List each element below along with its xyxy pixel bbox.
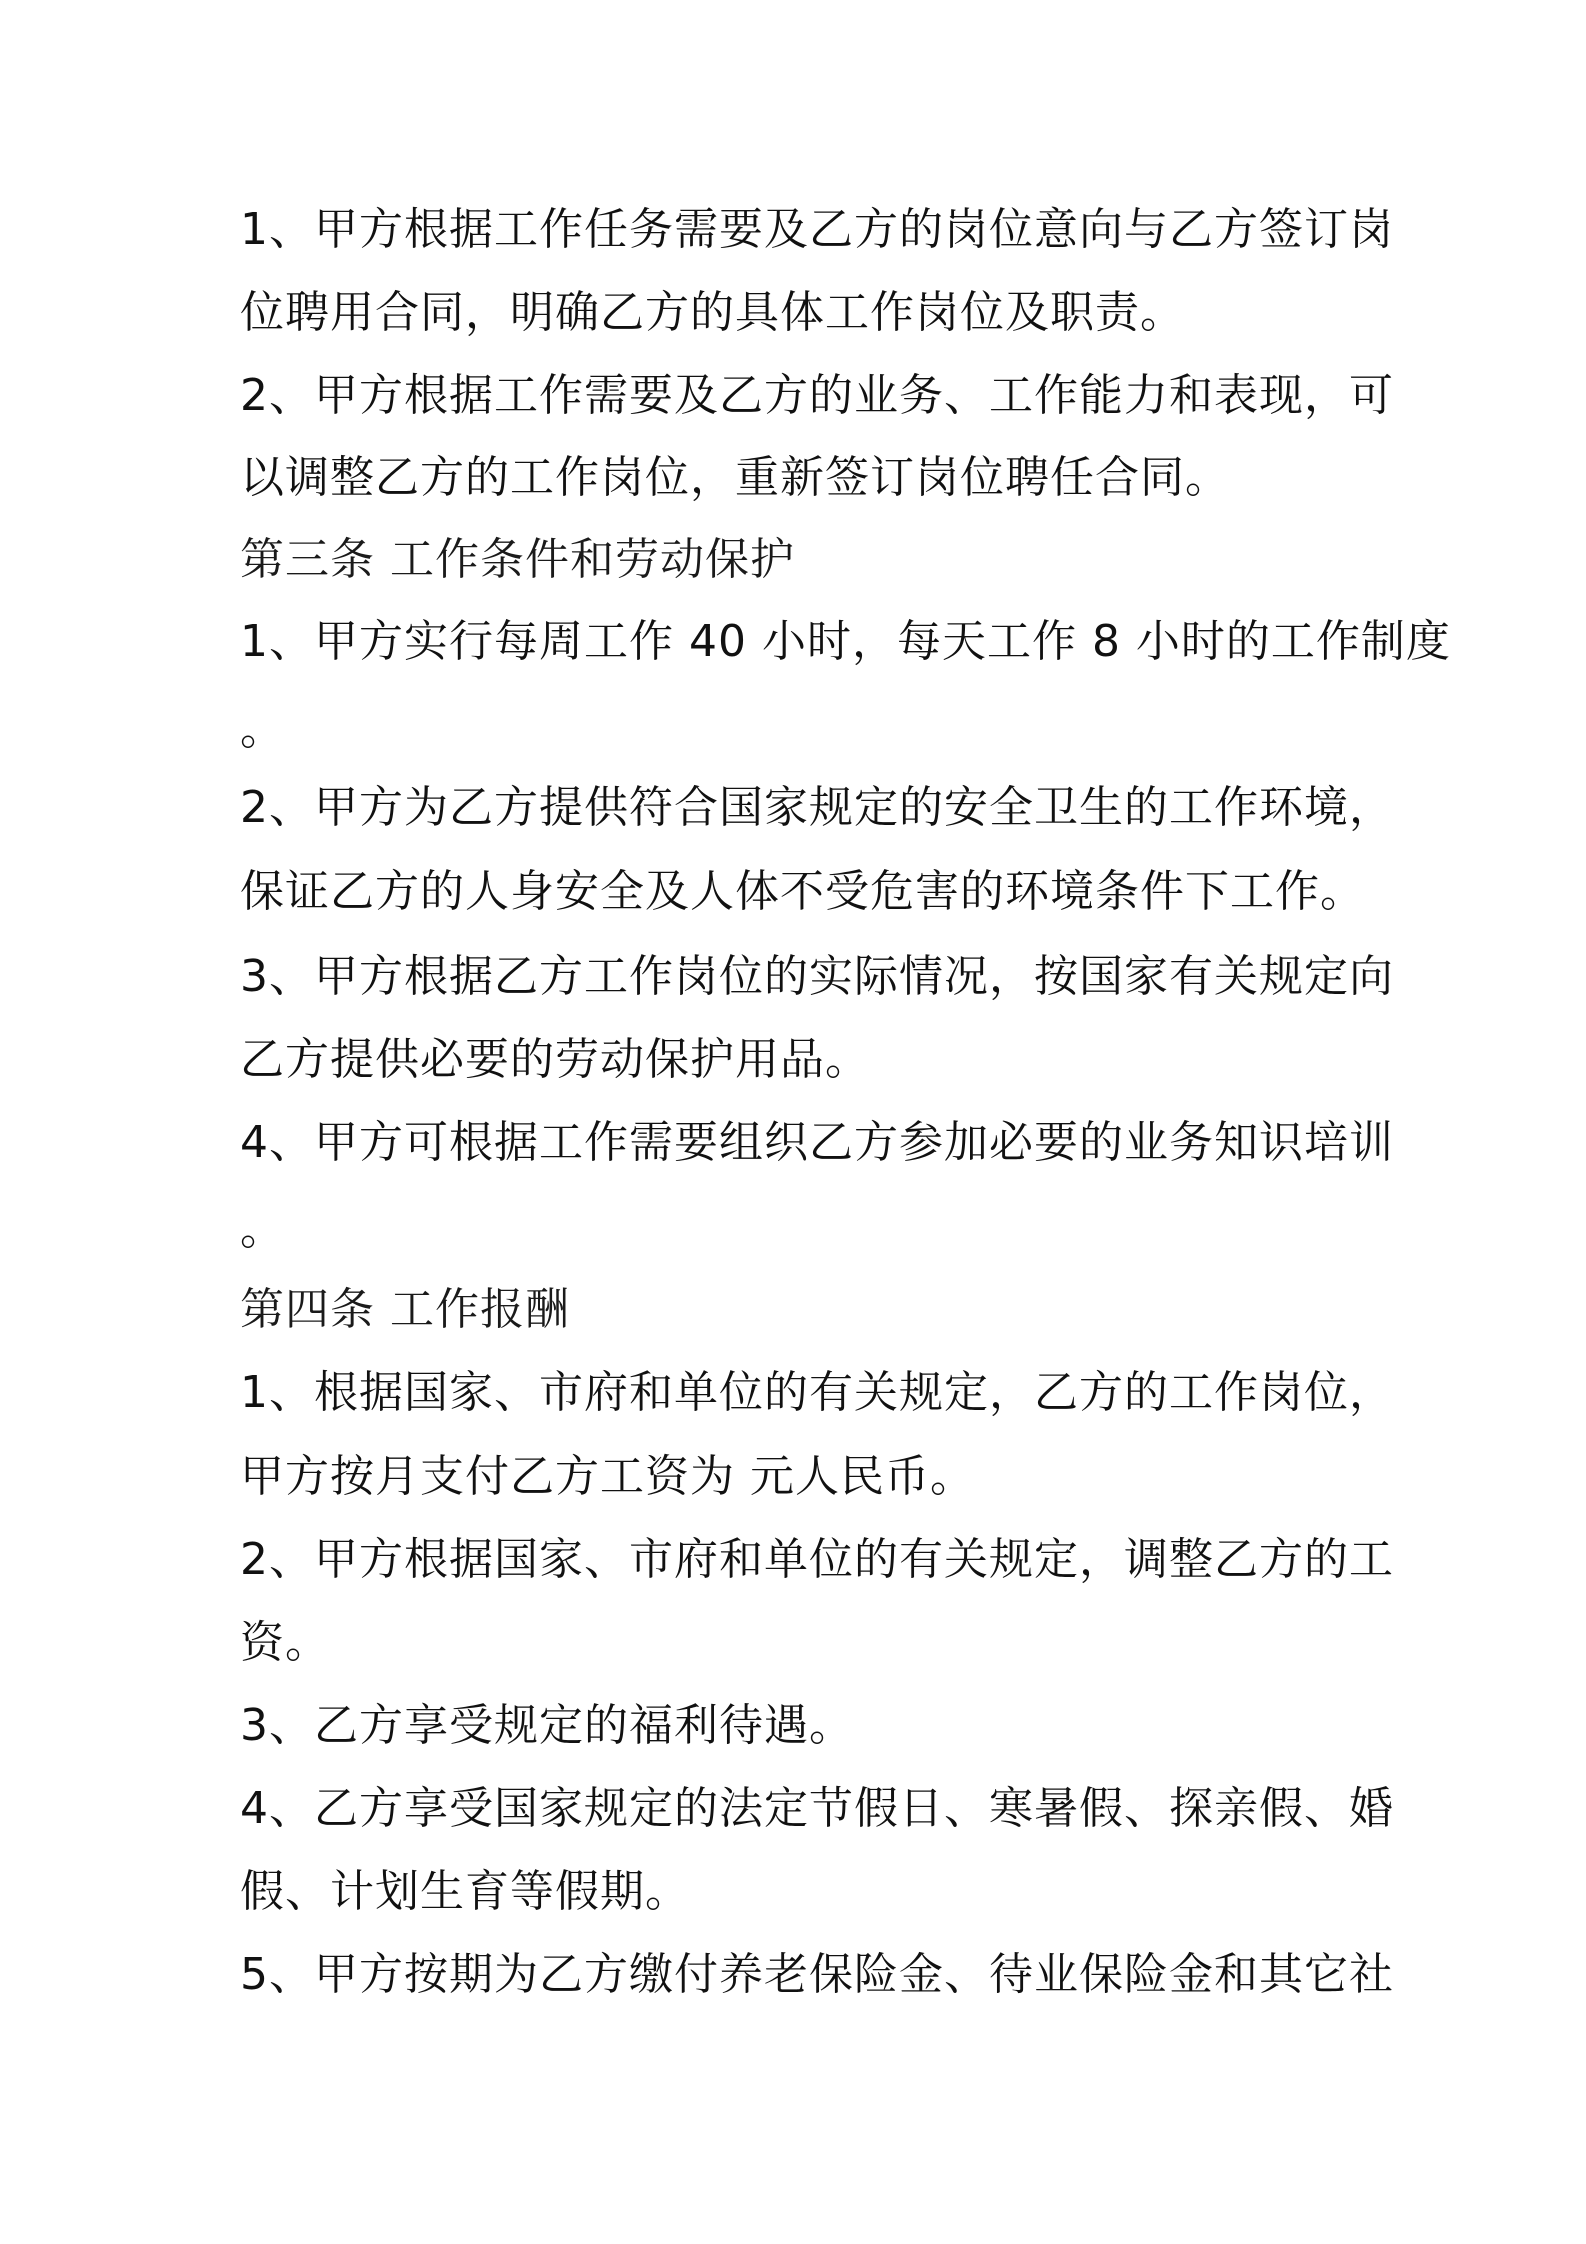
text-line-clause-2-2b: 以调整乙方的工作岗位，重新签订岗位聘任合同。: [240, 452, 1230, 503]
section-heading-article-4: 第四条 工作报酬: [240, 1284, 570, 1335]
text-line-clause-4-4a: 4、乙方享受国家规定的法定节假日、寒暑假、探亲假、婚: [240, 1783, 1394, 1834]
text-line-clause-3-3a: 3、甲方根据乙方工作岗位的实际情况，按国家有关规定向: [240, 951, 1394, 1002]
text-line-clause-3-2a: 2、甲方为乙方提供符合国家规定的安全卫生的工作环境，: [240, 782, 1394, 833]
text-line-clause-4-2b: 资。: [240, 1617, 330, 1668]
text-line-clause-4-1b: 甲方按月支付乙方工资为 元人民币。: [240, 1451, 975, 1502]
text-line-clause-4-5a: 5、甲方按期为乙方缴付养老保险金、待业保险金和其它社: [240, 1949, 1394, 2000]
section-heading-article-3: 第三条 工作条件和劳动保护: [240, 534, 795, 585]
text-line-clause-3-4b: 。: [240, 1204, 285, 1255]
text-line-clause-4-3: 3、乙方享受规定的福利待遇。: [240, 1700, 854, 1751]
text-line-clause-3-2b: 保证乙方的人身安全及人体不受危害的环境条件下工作。: [240, 866, 1365, 917]
text-line-clause-2-2a: 2、甲方根据工作需要及乙方的业务、工作能力和表现，可: [240, 370, 1394, 421]
text-line-clause-3-1a: 1、甲方实行每周工作 40 小时，每天工作 8 小时的工作制度: [240, 616, 1451, 667]
text-line-clause-3-3b: 乙方提供必要的劳动保护用品。: [240, 1034, 870, 1085]
text-line-clause-2-1a: 1、甲方根据工作任务需要及乙方的岗位意向与乙方签订岗: [240, 204, 1394, 255]
text-line-clause-3-4a: 4、甲方可根据工作需要组织乙方参加必要的业务知识培训: [240, 1117, 1394, 1168]
text-line-clause-4-1a: 1、根据国家、市府和单位的有关规定，乙方的工作岗位，: [240, 1367, 1394, 1418]
text-line-clause-3-1b: 。: [240, 704, 285, 755]
text-line-clause-4-2a: 2、甲方根据国家、市府和单位的有关规定，调整乙方的工: [240, 1534, 1394, 1585]
text-line-clause-2-1b: 位聘用合同，明确乙方的具体工作岗位及职责。: [240, 287, 1185, 338]
text-line-clause-4-4b: 假、计划生育等假期。: [240, 1866, 690, 1917]
